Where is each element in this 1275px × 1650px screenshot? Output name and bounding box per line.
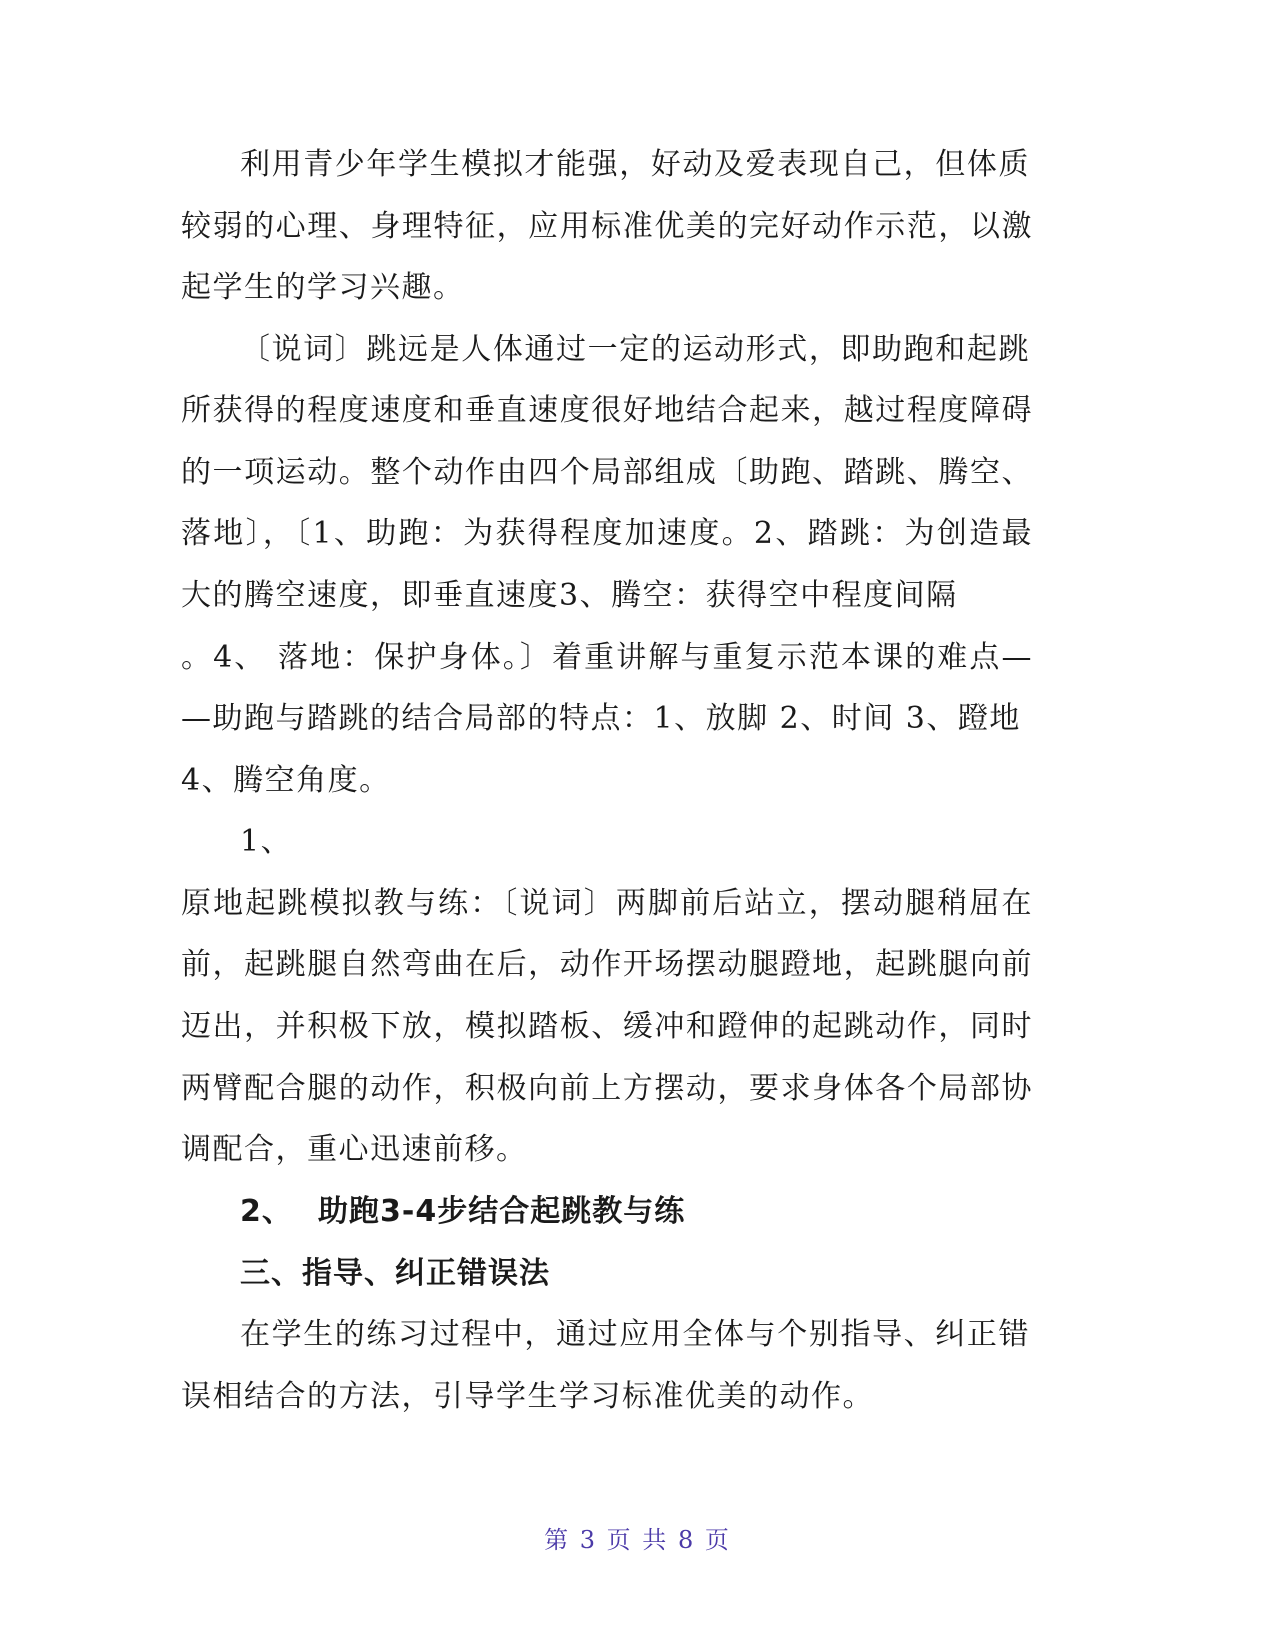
section-3-heading: 三、指导、纠正错误法 <box>240 1256 550 1291</box>
final-paragraph-line-2: 误相结合的方法，引导学生学习标准优美的动作。 <box>181 1379 874 1414</box>
paragraph-1-line-2: 较弱的心理、身理特征，应用标准优美的完好动作示范，以激 <box>181 209 1033 244</box>
paragraph-3-line-1: 1、 <box>240 824 293 859</box>
paragraph-2-line-8: 4、腾空角度。 <box>181 763 391 798</box>
paragraph-2-line-2: 所获得的程度速度和垂直速度很好地结合起来，越过程度障碍 <box>181 393 1033 428</box>
paragraph-3-line-6: 调配合，重心迅速前移。 <box>181 1132 528 1167</box>
paragraph-3-line-2: 原地起跳模拟教与练：〔说词〕两脚前后站立，摆动腿稍屈在 <box>181 886 1033 921</box>
paragraph-2-line-6: 。4、 落地：保护身体。〕着重讲解与重复示范本课的难点— <box>181 640 1033 675</box>
paragraph-3-line-4: 迈出，并积极下放，模拟踏板、缓冲和蹬伸的起跳动作，同时 <box>181 1009 1033 1044</box>
paragraph-1-line-3: 起学生的学习兴趣。 <box>181 270 465 305</box>
paragraph-2-line-5: 大的腾空速度，即垂直速度3、腾空：获得空中程度间隔 <box>181 578 958 613</box>
final-paragraph-line-1: 在学生的练习过程中，通过应用全体与个别指导、纠正错 <box>240 1317 1030 1352</box>
paragraph-2-line-4: 落地〕，〔1、助跑：为获得程度加速度。2、踏跳：为创造最 <box>181 516 1033 551</box>
step-2-number: 2、 <box>240 1194 293 1229</box>
page-number-footer: 第 3 页 共 8 页 <box>544 1526 731 1554</box>
step-2-text: 助跑3-4步结合起跳教与练 <box>318 1194 686 1229</box>
paragraph-1-line-1: 利用青少年学生模拟才能强，好动及爱表现自己，但体质 <box>240 147 1030 182</box>
paragraph-3-line-5: 两臂配合腿的动作，积极向前上方摆动，要求身体各个局部协 <box>181 1071 1033 1106</box>
paragraph-2-line-1: 〔说词〕跳远是人体通过一定的运动形式，即助跑和起跳 <box>240 332 1030 367</box>
paragraph-3-line-3: 前，起跳腿自然弯曲在后，动作开场摆动腿蹬地，起跳腿向前 <box>181 947 1033 982</box>
paragraph-2-line-7: —助跑与踏跳的结合局部的特点：1、放脚 2、时间 3、蹬地 <box>181 701 1021 736</box>
paragraph-2-line-3: 的一项运动。整个动作由四个局部组成〔助跑、踏跳、腾空、 <box>181 455 1033 490</box>
